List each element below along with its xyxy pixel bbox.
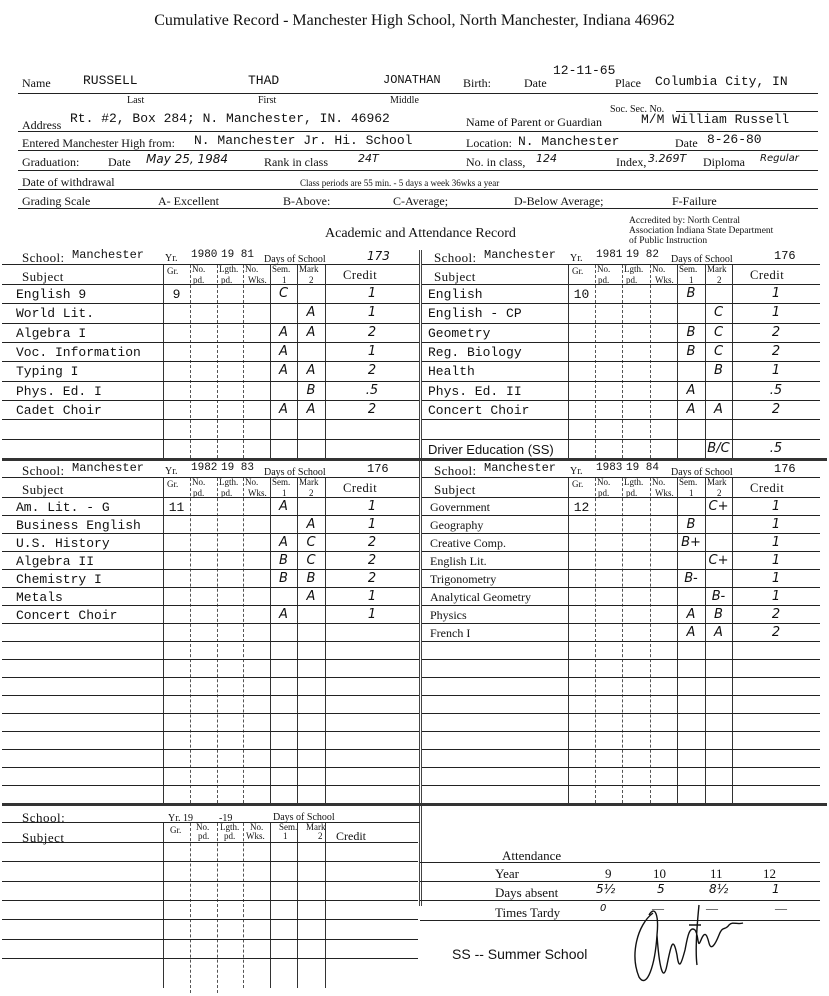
- sem1-mark-cell: B+: [681, 535, 701, 550]
- subject-cell: French I: [430, 626, 471, 640]
- subject-cell: Driver Education (SS): [428, 441, 554, 457]
- graduation-label: Graduation:: [22, 155, 80, 169]
- credit-cell: 2: [771, 344, 781, 359]
- class-periods-note: Class periods are 55 min. - 5 days a week 36wks a year: [300, 178, 500, 188]
- sem2-mark-cell: A: [714, 625, 723, 640]
- tardy-12: —: [775, 901, 787, 915]
- grade-level-cell: 9: [172, 287, 181, 302]
- sem2-mark-cell: B-: [711, 589, 726, 604]
- sem-header: Sem.: [272, 264, 291, 274]
- section-heading: Academic and Attendance Record: [325, 226, 516, 241]
- yr-from: 1983: [596, 462, 623, 474]
- blank-s2-header: 2: [318, 831, 323, 841]
- days-absent-label: Days absent: [495, 885, 559, 900]
- blank-credit-header: Credit: [336, 829, 366, 843]
- sem2-mark-cell: C+: [708, 499, 729, 514]
- pd-header: pd.: [626, 275, 638, 285]
- sem2-mark-cell: C: [713, 344, 724, 359]
- gr-header: Gr.: [572, 479, 584, 489]
- school-value: Manchester: [484, 461, 557, 475]
- sem2-mark-cell: C: [713, 305, 724, 321]
- credit-cell: 2: [367, 363, 377, 379]
- location-value: N. Manchester: [518, 134, 620, 149]
- subject-header: Subject: [434, 269, 476, 284]
- subject-cell: Concert Choir: [16, 608, 118, 623]
- credit-cell: 1: [771, 571, 781, 586]
- subject-cell: English: [428, 287, 483, 302]
- sem2-mark-cell: C: [306, 553, 316, 568]
- location-label: Location:: [466, 136, 512, 150]
- subject-cell: World Lit.: [16, 306, 95, 322]
- pd-header: pd.: [193, 488, 205, 498]
- attendance-heading: Attendance: [502, 848, 562, 863]
- grade-level-cell: 10: [573, 287, 590, 302]
- sem1-mark-cell: A: [279, 607, 288, 622]
- sem2-mark-cell: A: [306, 589, 316, 604]
- credit-cell: 2: [771, 625, 781, 640]
- entered-date-value: 8-26-80: [707, 132, 762, 147]
- sem1-mark-cell: A: [686, 607, 696, 622]
- s2-header: 2: [309, 488, 314, 498]
- diploma-label: Diploma: [703, 155, 745, 169]
- sem1-mark-cell: A: [279, 363, 288, 379]
- sem1-mark-cell: B: [686, 517, 696, 532]
- s1-header: 1: [689, 275, 694, 285]
- s1-header: 1: [282, 275, 287, 285]
- subject-cell: Government: [430, 500, 490, 514]
- name-label: Name: [22, 76, 51, 90]
- birth-place-value: Columbia City, IN: [655, 74, 788, 89]
- yr-label: Yr.: [570, 253, 583, 264]
- subject-header: Subject: [22, 482, 64, 497]
- lgth-header: Lgth.: [624, 264, 644, 274]
- credit-cell: 1: [771, 553, 781, 568]
- subject-cell: Analytical Geometry: [430, 590, 531, 604]
- no-header: No.: [597, 264, 611, 274]
- pd-header: pd.: [598, 488, 610, 498]
- credit-cell: .5: [769, 440, 783, 456]
- tardy-11: —: [706, 901, 718, 915]
- grading-scale-label: Grading Scale: [22, 194, 91, 208]
- sem2-mark-cell: C: [713, 324, 724, 340]
- last-caption: Last: [127, 95, 145, 106]
- wks-header: Wks.: [655, 275, 674, 285]
- table-row: [2, 881, 418, 882]
- sem1-mark-cell: B: [686, 324, 696, 340]
- tardy-10: —: [652, 901, 664, 915]
- diploma-value: Regular: [760, 153, 799, 164]
- grad-date-label: Date: [108, 155, 131, 169]
- gr-header: Gr.: [572, 266, 584, 276]
- days-of-school-value: 176: [774, 462, 796, 476]
- grade-a: A- Excellent: [158, 194, 219, 208]
- rank-label: Rank in class: [264, 155, 328, 169]
- s2-header: 2: [309, 275, 314, 285]
- credit-cell: 2: [771, 607, 781, 622]
- ssn-label: Soc. Sec. No.: [610, 104, 665, 115]
- sem1-mark-cell: A: [686, 382, 696, 398]
- days-of-school-value: 173: [367, 249, 390, 263]
- subject-cell: Health: [428, 364, 475, 380]
- sem1-mark-cell: B-: [684, 571, 698, 586]
- year-11: 11: [710, 866, 723, 881]
- days-of-school-label: Days of School: [671, 254, 733, 265]
- year-9: 9: [605, 866, 612, 881]
- days-of-school-label: Days of School: [264, 467, 326, 478]
- mark-header: Mark: [707, 264, 727, 274]
- credit-cell: 1: [367, 344, 377, 359]
- credit-header: Credit: [343, 481, 378, 495]
- sem1-mark-cell: B: [686, 344, 696, 359]
- credit-cell: 2: [367, 553, 377, 568]
- lgth-header: Lgth.: [219, 264, 239, 274]
- credit-cell: 2: [367, 535, 377, 550]
- credit-cell: 1: [771, 286, 781, 301]
- blank-school-label: School:: [22, 810, 66, 825]
- first-name-value: THAD: [248, 73, 280, 88]
- mark-header: Mark: [299, 477, 319, 487]
- credit-cell: 1: [367, 286, 377, 301]
- sem2-mark-cell: A: [306, 517, 316, 532]
- credit-cell: 2: [367, 324, 377, 340]
- grade-level-cell: 12: [573, 500, 590, 515]
- year-label: Year: [495, 866, 519, 881]
- sem2-mark-cell: B: [306, 382, 316, 398]
- rank-value: 24T: [358, 152, 379, 165]
- subject-cell: Algebra II: [16, 554, 95, 569]
- gr-header: Gr.: [167, 266, 179, 276]
- middle-name-value: JONATHAN: [383, 73, 441, 87]
- blank-pd2-header: pd.: [224, 831, 236, 841]
- sem2-mark-cell: C: [306, 535, 316, 550]
- sem1-mark-cell: B: [279, 571, 288, 586]
- sem1-mark-cell: A: [279, 344, 288, 359]
- accreditation-note: [629, 216, 773, 246]
- subject-cell: English - CP: [428, 306, 522, 322]
- guardian-label: Name of Parent or Guardian: [466, 115, 602, 129]
- days-of-school-value: 176: [367, 462, 389, 476]
- pd-header: pd.: [193, 275, 205, 285]
- blank-wks-header: Wks.: [246, 831, 265, 841]
- index-value: 3.269T: [648, 152, 687, 165]
- no-header: No.: [597, 477, 611, 487]
- credit-header: Credit: [750, 268, 785, 282]
- subject-cell: U.S. History: [16, 536, 110, 551]
- blank-no-header: No.: [196, 822, 210, 832]
- sem2-mark-cell: B: [306, 571, 316, 586]
- credit-cell: 1: [367, 589, 377, 604]
- absent-10: 5: [657, 882, 665, 896]
- birth-place-label: Place: [615, 76, 641, 90]
- credit-cell: 1: [771, 499, 781, 514]
- no-header: No.: [192, 264, 206, 274]
- birth-label: Birth:: [463, 76, 492, 90]
- birth-date-label: Date: [524, 76, 547, 90]
- lgth-header: Lgth.: [624, 477, 644, 487]
- sem1-mark-cell: A: [279, 402, 288, 417]
- yr-label: Yr.: [570, 466, 583, 477]
- document-title: Cumulative Record - Manchester High School, North Manchester, Indiana 46962: [154, 12, 675, 29]
- address-value: Rt. #2, Box 284; N. Manchester, IN. 46962: [70, 111, 390, 126]
- s1-header: 1: [282, 488, 287, 498]
- yr-from: 1980: [191, 249, 218, 261]
- blank-lgth-header: Lgth.: [220, 822, 240, 832]
- credit-cell: 1: [771, 535, 781, 550]
- sem-header: Sem.: [272, 477, 291, 487]
- middle-caption: Middle: [390, 95, 419, 106]
- days-of-school-label: Days of School: [264, 254, 326, 265]
- sem1-mark-cell: A: [279, 499, 288, 514]
- credit-cell: 1: [771, 305, 781, 321]
- subject-cell: Metals: [16, 590, 63, 605]
- no-in-class-value: 124: [536, 152, 557, 165]
- sem2-mark-cell: C+: [708, 553, 729, 568]
- school-label: School:: [22, 463, 65, 478]
- sem1-mark-cell: C: [278, 286, 289, 301]
- yr-to: 19 82: [626, 249, 660, 261]
- blank-yr-label: Yr. 19: [168, 813, 193, 824]
- blank-s1-header: 1: [283, 831, 288, 841]
- s2-header: 2: [717, 275, 722, 285]
- pd-header: pd.: [221, 488, 233, 498]
- yr-label: Yr.: [165, 466, 178, 477]
- credit-cell: 1: [771, 589, 781, 604]
- sem-header: Sem.: [679, 477, 698, 487]
- absent-9: 5½: [596, 882, 616, 896]
- no-header: No.: [652, 477, 666, 487]
- blank-no2-header: No.: [250, 822, 264, 832]
- subject-cell: Phys. Ed. II: [428, 383, 522, 399]
- credit-cell: .5: [769, 382, 783, 398]
- days-of-school-value: 176: [774, 249, 796, 263]
- blank-pd-header: pd.: [198, 831, 210, 841]
- school-label: School:: [22, 250, 65, 265]
- s1-header: 1: [689, 488, 694, 498]
- sem1-mark-cell: A: [686, 625, 696, 640]
- grad-date-value: May 25, 1984: [146, 152, 229, 166]
- credit-header: Credit: [343, 268, 378, 282]
- signature-icon: [625, 895, 755, 995]
- subject-cell: Business English: [16, 518, 141, 533]
- mark-header: Mark: [707, 477, 727, 487]
- wks-header: Wks.: [655, 488, 674, 498]
- sem2-mark-cell: B: [714, 607, 723, 622]
- center-divider: [419, 250, 422, 806]
- sem2-mark-cell: A: [306, 305, 316, 321]
- last-name-value: RUSSELL: [83, 73, 138, 88]
- pd-header: pd.: [626, 488, 638, 498]
- grade-b: B-Above:: [283, 194, 331, 208]
- school-label: School:: [434, 463, 477, 478]
- subject-cell: Geometry: [428, 325, 491, 341]
- times-tardy-label: Times Tardy: [495, 905, 561, 920]
- year-12: 12: [763, 866, 776, 881]
- subject-cell: Creative Comp.: [430, 536, 506, 550]
- yr-label: Yr.: [165, 253, 178, 264]
- summer-school-note: SS -- Summer School: [452, 946, 588, 962]
- subject-cell: Voc. Information: [16, 345, 141, 360]
- blank-days-label: Days of School: [273, 812, 335, 823]
- sem1-mark-cell: B: [686, 286, 696, 301]
- subject-cell: Am. Lit. - G: [16, 500, 110, 515]
- subject-cell: Reg. Biology: [428, 345, 522, 360]
- yr-to: 19 81: [221, 249, 255, 261]
- credit-cell: 2: [367, 402, 377, 417]
- no-header: No.: [245, 264, 259, 274]
- subject-cell: Phys. Ed. I: [16, 383, 102, 399]
- blank-mark-header: Mark: [306, 822, 326, 832]
- index-label: Index,: [616, 155, 647, 169]
- sem1-mark-cell: B: [279, 553, 288, 568]
- no-in-class-label: No. in class,: [466, 155, 526, 169]
- sem2-mark-cell: A: [306, 402, 316, 417]
- subject-cell: Cadet Choir: [16, 403, 102, 418]
- credit-cell: 2: [771, 402, 781, 417]
- table-row: [2, 939, 418, 940]
- subject-cell: Concert Choir: [428, 403, 530, 418]
- sem2-mark-cell: A: [306, 324, 316, 340]
- table-row: [2, 900, 418, 901]
- grade-f: F-Failure: [672, 194, 717, 208]
- blank-yr-to: -19: [219, 813, 233, 824]
- sem1-mark-cell: A: [686, 402, 696, 417]
- school-label: School:: [434, 250, 477, 265]
- table-row: [2, 842, 418, 843]
- mark-header: Mark: [299, 264, 319, 274]
- no-header: No.: [192, 477, 206, 487]
- credit-cell: 1: [367, 517, 377, 532]
- days-of-school-label: Days of School: [671, 467, 733, 478]
- blank-subject-header: Subject: [22, 830, 65, 845]
- sem1-mark-cell: A: [279, 324, 288, 340]
- blank-gr-header: Gr.: [170, 825, 182, 835]
- table-row: [2, 919, 418, 920]
- subject-cell: Physics: [430, 608, 467, 622]
- block-separator: [2, 803, 827, 806]
- year-10: 10: [653, 866, 666, 881]
- credit-cell: 2: [771, 324, 781, 340]
- entered-from-value: N. Manchester Jr. Hi. School: [194, 133, 413, 148]
- credit-cell: 2: [367, 571, 377, 586]
- accreditation-line-3: of Public Instruction: [629, 236, 708, 246]
- gr-header: Gr.: [167, 479, 179, 489]
- sem2-mark-cell: A: [714, 402, 723, 417]
- subject-header: Subject: [434, 482, 476, 497]
- sem-header: Sem.: [679, 264, 698, 274]
- subject-cell: Chemistry I: [16, 572, 102, 587]
- grade-level-cell: 11: [168, 500, 185, 515]
- block-separator: [2, 458, 827, 461]
- school-value: Manchester: [484, 248, 557, 262]
- birth-date-value: 12-11-65: [553, 63, 616, 78]
- subject-cell: Geography: [430, 518, 484, 532]
- accreditation-line-2: Association Indiana State Department: [629, 226, 774, 236]
- absent-12: 1: [772, 882, 780, 896]
- wks-header: Wks.: [248, 488, 267, 498]
- credit-cell: 1: [771, 517, 781, 532]
- entered-from-label: Entered Manchester High from:: [22, 136, 175, 150]
- subject-cell: English 9: [16, 287, 87, 302]
- subject-cell: Algebra I: [16, 325, 87, 341]
- s2-header: 2: [717, 488, 722, 498]
- subject-header: Subject: [22, 269, 64, 284]
- table-row: [2, 958, 418, 959]
- pd-header: pd.: [221, 275, 233, 285]
- center-divider-lower: [419, 806, 422, 906]
- credit-cell: 1: [367, 607, 377, 622]
- tardy-9: 0: [600, 903, 607, 914]
- first-caption: First: [258, 95, 277, 106]
- lgth-header: Lgth.: [219, 477, 239, 487]
- grade-d: D-Below Average;: [514, 194, 604, 208]
- credit-cell: .5: [365, 382, 379, 398]
- guardian-value: M/M William Russell: [641, 112, 790, 127]
- school-value: Manchester: [72, 461, 145, 475]
- yr-to: 19 84: [626, 462, 660, 474]
- table-row: [2, 861, 418, 862]
- yr-to: 19 83: [221, 462, 255, 474]
- address-label: Address: [22, 118, 62, 132]
- no-header: No.: [652, 264, 666, 274]
- credit-cell: 1: [367, 305, 377, 321]
- credit-cell: 1: [367, 499, 377, 514]
- pd-header: pd.: [598, 275, 610, 285]
- absent-11: 8½: [709, 882, 729, 896]
- sem2-mark-cell: B/C: [707, 440, 730, 456]
- subject-cell: English Lit.: [430, 554, 487, 568]
- withdrawal-label: Date of withdrawal: [22, 175, 115, 189]
- yr-from: 1982: [191, 462, 218, 474]
- grade-c: C-Average;: [393, 194, 449, 208]
- no-header: No.: [245, 477, 259, 487]
- blank-sem-header: Sem.: [279, 822, 298, 832]
- sem2-mark-cell: A: [306, 363, 316, 379]
- accreditation-line-1: Accredited by: North Central: [629, 216, 741, 226]
- credit-cell: 1: [771, 363, 781, 379]
- sem2-mark-cell: B: [714, 363, 723, 379]
- entered-date-label: Date: [675, 136, 698, 150]
- sem1-mark-cell: A: [279, 535, 288, 550]
- yr-from: 1981: [596, 249, 623, 261]
- subject-cell: Trigonometry: [430, 572, 497, 586]
- subject-cell: Typing I: [16, 364, 79, 380]
- credit-header: Credit: [750, 481, 785, 495]
- wks-header: Wks.: [248, 275, 267, 285]
- school-value: Manchester: [72, 248, 145, 262]
